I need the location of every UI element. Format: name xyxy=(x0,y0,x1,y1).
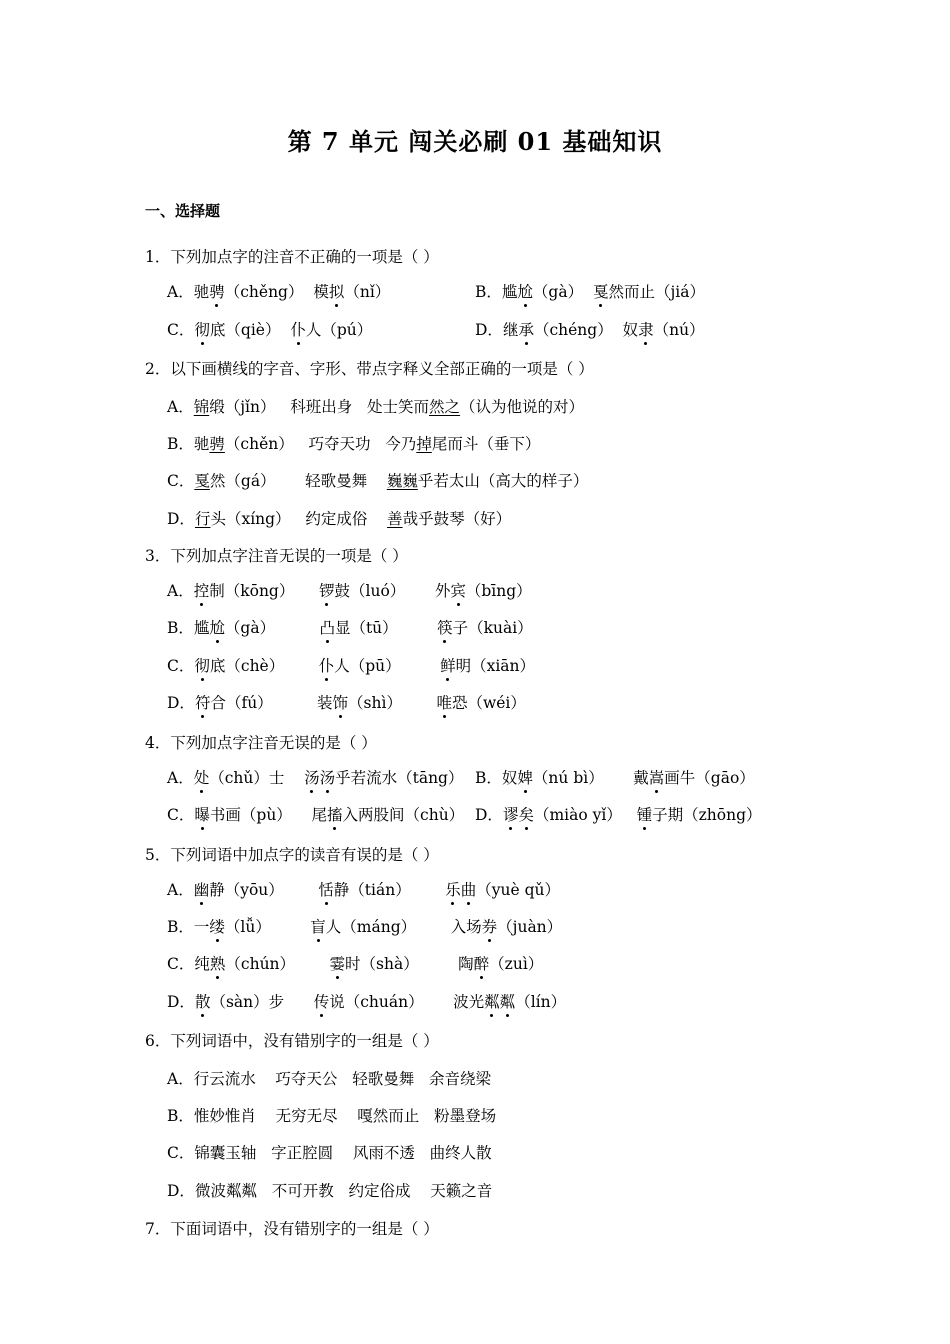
option-label: D． xyxy=(167,993,195,1011)
dotted-char: 曲 xyxy=(461,881,477,899)
dotted-char: 粼粼 xyxy=(484,993,515,1011)
question-1-option-c xyxy=(167,318,372,340)
dotted-char: 戛 xyxy=(593,283,609,301)
dotted-char: 矣 xyxy=(518,806,534,824)
option-label: D． xyxy=(167,1182,195,1200)
option-label: A． xyxy=(167,881,194,899)
underlined-text: 然之 xyxy=(429,398,461,416)
option-label: A． xyxy=(167,1070,194,1088)
option-text: 人（pū） xyxy=(334,657,441,675)
underlined-text: 骋 xyxy=(209,435,225,453)
question-3-option-d xyxy=(167,691,526,713)
option-text: （chěn） 巧夺天功 今乃 xyxy=(224,435,417,453)
option-text: 尴 xyxy=(193,619,210,637)
option-label: C． xyxy=(167,955,195,973)
option-text: 书画（pù） 尾 xyxy=(209,806,328,824)
option-text: （bīng） xyxy=(465,582,532,600)
dotted-char: 锣 xyxy=(319,582,335,600)
dotted-char: 熟 xyxy=(210,955,226,973)
question-5-option-c xyxy=(167,952,543,974)
option-text: 缎（jǐn） 科班出身 处士笑而 xyxy=(209,398,430,416)
option-text: 子（kuài） xyxy=(452,619,533,637)
dotted-char: 婢 xyxy=(517,769,533,787)
option-text: （shì） xyxy=(348,694,437,712)
question-1-option-a xyxy=(167,280,390,302)
dotted-char: 宾 xyxy=(450,582,466,600)
dotted-char: 锺 xyxy=(637,806,653,824)
question-stem-4: 4．下列加点字注音无误的是（ ） xyxy=(145,734,377,752)
underlined-text: 行 xyxy=(194,510,211,528)
option-text: （lǚ） xyxy=(224,918,311,936)
dotted-char: 尬 xyxy=(209,619,225,637)
option-label: D． xyxy=(475,321,503,339)
dotted-char: 筷 xyxy=(437,619,453,637)
dotted-char: 券 xyxy=(482,918,498,936)
option-text: （zuì） xyxy=(489,955,544,973)
option-text: （chéng） 奴 xyxy=(533,321,639,339)
option-label: D． xyxy=(167,510,195,528)
question-1-option-d xyxy=(475,318,705,340)
option-text: 头（xíng） 约定成俗 xyxy=(210,510,388,528)
option-label: C． xyxy=(167,472,195,490)
question-5-option-d xyxy=(167,990,566,1012)
option-text: 制（kōng） xyxy=(209,582,319,600)
option-label: C． xyxy=(167,657,195,675)
option-text: 一 xyxy=(193,918,210,936)
option-text: 尾而斗（垂下） xyxy=(431,435,541,453)
option-label: A． xyxy=(167,582,194,600)
option-text: （chǔ）士 xyxy=(209,769,305,787)
option-text: 尴 xyxy=(501,283,518,301)
dotted-char: 曝 xyxy=(194,806,210,824)
question-2-option-a xyxy=(167,395,584,417)
dotted-char: 传 xyxy=(314,993,330,1011)
question-4-option-c xyxy=(167,803,464,825)
option-label: B． xyxy=(475,283,502,301)
option-text: 驰 xyxy=(193,435,210,453)
underlined-text: 善 xyxy=(387,510,403,528)
option-label: B． xyxy=(167,619,194,637)
dotted-char: 承 xyxy=(518,321,534,339)
question-2-option-c xyxy=(167,469,588,491)
dotted-char: 汤汤 xyxy=(304,769,335,787)
option-text: 锦囊玉轴 字正腔圆 风雨不透 曲终人散 xyxy=(194,1144,492,1162)
underlined-text: 掉 xyxy=(416,435,432,453)
option-text: （chún） xyxy=(225,955,330,973)
dotted-char: 饰 xyxy=(333,694,349,712)
question-4-option-d xyxy=(475,803,762,825)
option-text: （sàn）步 xyxy=(210,993,314,1011)
option-text: 静（tián） xyxy=(333,881,446,899)
option-text: 乎若流水（tāng） xyxy=(335,769,464,787)
dotted-char: 彻 xyxy=(194,321,210,339)
question-6-option-d xyxy=(167,1179,492,1201)
option-text: 底（chè） xyxy=(209,657,319,675)
option-text: （gà） xyxy=(224,619,320,637)
option-text: 静（yōu） xyxy=(209,881,319,899)
dotted-char: 霎 xyxy=(330,955,346,973)
option-label: B． xyxy=(167,435,194,453)
option-text: （lín） xyxy=(515,993,567,1011)
question-3-option-a xyxy=(167,579,532,601)
option-label: B． xyxy=(167,1107,194,1125)
dotted-char: 骋 xyxy=(209,283,225,301)
option-label: C． xyxy=(167,806,195,824)
underlined-text: 锦 xyxy=(193,398,210,416)
dotted-char: 唯 xyxy=(436,694,452,712)
option-text: 鼓（luó） 外 xyxy=(334,582,451,600)
option-text: （nú bì） 戴 xyxy=(532,769,649,787)
dotted-char: 搐 xyxy=(327,806,343,824)
option-text: 然（gá） 轻歌曼舞 xyxy=(209,472,387,490)
option-label: C． xyxy=(167,1144,195,1162)
option-text: 底（qiè） xyxy=(209,321,291,339)
question-stem-6: 6．下列词语中，没有错别字的一组是（ ） xyxy=(145,1032,439,1050)
dotted-char: 散 xyxy=(195,993,211,1011)
option-text: （nú） xyxy=(653,321,705,339)
dotted-char: 幽 xyxy=(194,881,210,899)
question-2-option-d xyxy=(167,507,511,529)
option-text: （认为他说的对） xyxy=(460,398,585,416)
option-label: D． xyxy=(167,694,195,712)
question-5-option-b xyxy=(167,915,562,937)
question-6-option-c xyxy=(167,1141,492,1163)
option-text: （chěng） 模 xyxy=(224,283,329,301)
dotted-char: 彻 xyxy=(194,657,210,675)
option-text: 奴 xyxy=(501,769,518,787)
dotted-char: 缕 xyxy=(209,918,225,936)
question-2-option-b xyxy=(167,432,540,454)
option-text: 惟妙惟肖 无穷无尽 嘎然而止 粉墨登场 xyxy=(193,1107,497,1125)
dotted-char: 鲜 xyxy=(440,657,456,675)
option-text: 微波粼粼 不可开教 约定俗成 天籁之音 xyxy=(194,1182,493,1200)
option-text: 然而止（jiá） xyxy=(608,283,705,301)
question-3-option-c xyxy=(167,654,535,676)
section-heading: 一、选择题 xyxy=(145,202,221,220)
dotted-char: 隶 xyxy=(638,321,654,339)
option-text: （yuè qǔ） xyxy=(476,881,560,899)
option-text: 合（fú） 装 xyxy=(210,694,333,712)
option-text: （gà） xyxy=(532,283,593,301)
option-text: 子期（zhōng） xyxy=(652,806,762,824)
option-text: （juàn） xyxy=(497,918,563,936)
question-5-option-a xyxy=(167,878,560,900)
question-stem-2: 2．以下画横线的字音、字形、带点字释义全部正确的一项是（ ） xyxy=(145,360,594,378)
option-text: 时（shà） 陶 xyxy=(345,955,474,973)
question-stem-7: 7．下面词语中，没有错别字的一组是（ ） xyxy=(145,1220,439,1238)
option-text: 行云流水 巧夺天公 轻歌曼舞 余音绕梁 xyxy=(193,1070,491,1088)
option-text: 明（xiān） xyxy=(455,657,536,675)
option-label: B． xyxy=(167,918,194,936)
dotted-char: 处 xyxy=(194,769,210,787)
option-text: 驰 xyxy=(193,283,210,301)
dotted-char: 恬 xyxy=(318,881,334,899)
page-title: 第 7 单元 闯关必刷 01 基础知识 xyxy=(287,127,663,156)
option-label: B． xyxy=(475,769,502,787)
dotted-char: 控 xyxy=(194,582,210,600)
dotted-char: 乐 xyxy=(445,881,461,899)
dotted-char: 嵩 xyxy=(649,769,665,787)
underlined-text: 巍巍 xyxy=(386,472,418,490)
question-1-option-b xyxy=(475,280,705,302)
question-stem-5: 5．下列词语中加点字的读音有误的是（ ） xyxy=(145,846,439,864)
option-text: 人（máng） 入场 xyxy=(325,918,482,936)
dotted-char: 盲 xyxy=(310,918,326,936)
question-stem-1: 1．下列加点字的注音不正确的一项是（ ） xyxy=(145,248,439,266)
option-label: A． xyxy=(167,769,194,787)
option-text: 画牛（gāo） xyxy=(664,769,755,787)
option-text: 入两股间（chù） xyxy=(342,806,465,824)
option-text: 显（tū） xyxy=(334,619,438,637)
option-text: （miào yǐ） xyxy=(533,806,637,824)
question-6-option-b xyxy=(167,1104,496,1126)
option-text: 乎若太山（高大的样子） xyxy=(417,472,589,490)
option-label: A． xyxy=(167,398,194,416)
dotted-char: 醉 xyxy=(474,955,490,973)
dotted-char: 仆 xyxy=(319,657,335,675)
dotted-char: 仆 xyxy=(290,321,306,339)
question-6-option-a xyxy=(167,1067,491,1089)
option-text: 恐（wéi） xyxy=(451,694,526,712)
dotted-char: 尬 xyxy=(517,283,533,301)
question-4-option-a xyxy=(167,766,463,788)
option-text: 说（chuán） 波光 xyxy=(329,993,485,1011)
question-stem-3: 3．下列加点字注音无误的一项是（ ） xyxy=(145,547,408,565)
option-label: A． xyxy=(167,283,194,301)
dotted-char: 谬 xyxy=(503,806,519,824)
option-label: D． xyxy=(475,806,503,824)
question-4-option-b xyxy=(475,766,755,788)
question-3-option-b xyxy=(167,616,533,638)
option-text: 继 xyxy=(502,321,519,339)
underlined-text: 戛 xyxy=(194,472,210,490)
option-text: 哉乎鼓琴（好） xyxy=(402,510,512,528)
option-text: 纯 xyxy=(194,955,210,973)
dotted-char: 拟 xyxy=(329,283,345,301)
option-text: （nǐ） xyxy=(344,283,391,301)
option-text: 人（pú） xyxy=(305,321,373,339)
option-label: C． xyxy=(167,321,195,339)
dotted-char: 符 xyxy=(195,694,211,712)
dotted-char: 凸 xyxy=(319,619,335,637)
